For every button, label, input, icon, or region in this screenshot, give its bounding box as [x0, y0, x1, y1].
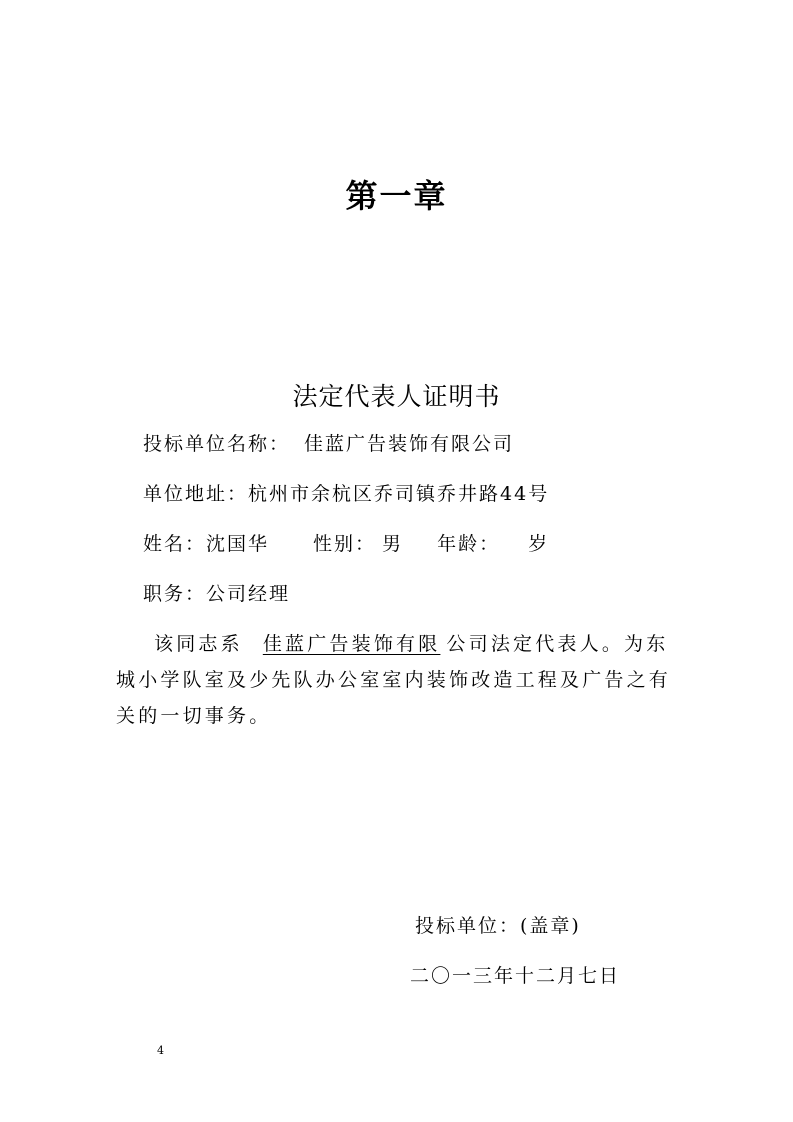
- name-label: 姓名：: [143, 533, 207, 555]
- address-row: [143, 480, 549, 508]
- statement-suffix: 公司法定代表人。为东城小学队室及少先队办公室室内装饰改造工程及广告之有关的一切事务。: [116, 633, 672, 727]
- position-value: 公司经理: [206, 583, 291, 605]
- bidder-name-row: [143, 430, 514, 458]
- address-label: 单位地址：: [143, 483, 249, 505]
- page-number: 4: [157, 1044, 164, 1057]
- position-label: 职务：: [143, 583, 207, 605]
- chapter-title: 第一章: [345, 177, 448, 215]
- bidder-name-label: 投标单位名称：: [143, 433, 291, 455]
- gender-value: 男: [382, 533, 404, 555]
- position-row: [143, 580, 290, 608]
- statement-company: 佳蓝广告装饰有限: [262, 633, 441, 655]
- name-value: 沈国华: [206, 533, 270, 555]
- bidder-name-value: 佳蓝广告装饰有限公司: [304, 433, 515, 455]
- stamp-label: 投标单位：(盖章): [415, 915, 581, 937]
- document-title: 法定代表人证明书: [292, 382, 501, 411]
- age-value: 岁: [528, 533, 550, 555]
- age-label: 年龄：: [437, 533, 501, 555]
- statement-prefix: 该同志系: [154, 633, 243, 655]
- statement-paragraph: [116, 626, 686, 734]
- gender-label: 性别：: [313, 533, 377, 555]
- address-value: 杭州市余杭区乔司镇乔井路44号: [248, 483, 550, 505]
- signature-date: 二〇一三年十二月七日: [410, 965, 621, 987]
- personal-info-row: [143, 530, 549, 558]
